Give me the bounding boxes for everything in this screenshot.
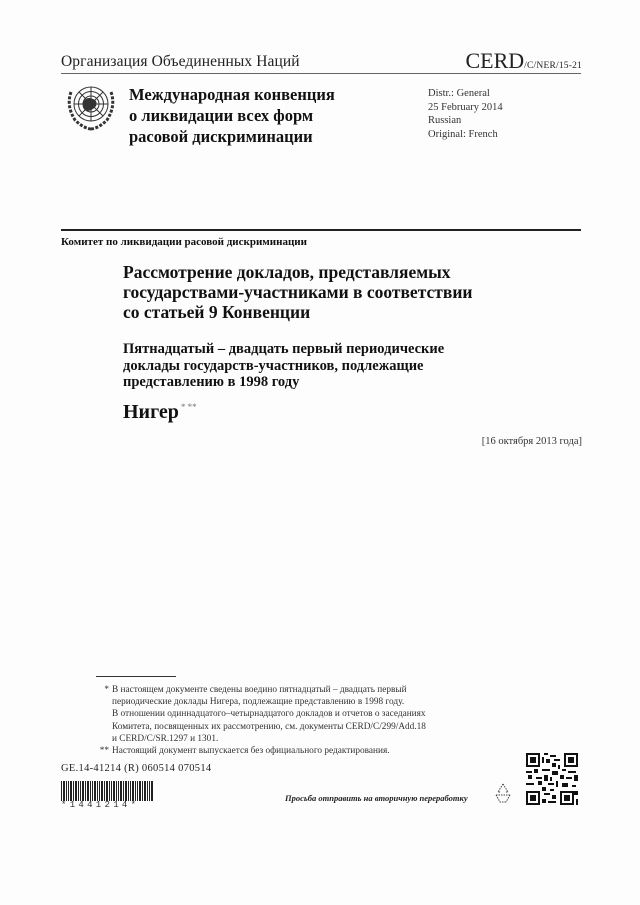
symbol-sub: /C/NER/15-21 — [524, 61, 582, 71]
sub-title-line: представлению в 1998 году — [123, 374, 300, 390]
distribution-language: Russian — [428, 115, 462, 126]
sub-title — [123, 341, 444, 391]
committee-name: Комитет по ликвидации расовой дискриминации — [61, 236, 307, 248]
organization-name: Организация Объединенных Наций — [61, 53, 300, 70]
main-title-line: со статьей 9 Конвенции — [123, 302, 311, 322]
convention-title-line: о ликвидации всех форм — [129, 106, 314, 125]
convention-title-line: Международная конвенция — [129, 85, 335, 104]
footnote-line: Настоящий документ выпускается без официального редактирования. — [112, 746, 390, 757]
footnote-line: В отношении одиннадцатого–четырнадцатого докладов и отчетов о заседаниях — [112, 709, 426, 720]
footnote-2 — [96, 745, 496, 757]
barcode-icon — [61, 781, 154, 801]
convention-title-line: расовой дискриминации — [129, 127, 313, 146]
qr-code-icon — [524, 751, 580, 807]
footnote-mark: * — [104, 685, 109, 695]
recycle-icon — [492, 782, 514, 804]
recycle-notice: Просьба отправить на вторичную переработку — [285, 793, 468, 803]
footnote-divider — [96, 676, 176, 677]
symbol-main: CERD — [465, 48, 525, 73]
sub-title-line: Пятнадцатый – двадцать первый периодические — [123, 341, 445, 357]
footnote-mark: ** — [99, 746, 109, 757]
main-title-line: Рассмотрение докладов, представляемых — [123, 262, 451, 282]
footnote-line: и CERD/C/SR.1297 и 1301. — [112, 733, 219, 744]
country-heading — [123, 401, 197, 424]
distribution-original: Original: French — [428, 128, 498, 140]
distribution-info — [428, 87, 503, 141]
barcode-text: *1441214* — [61, 800, 140, 810]
header-divider — [61, 73, 581, 74]
convention-title — [129, 84, 335, 147]
footnote-marks[interactable]: * ** — [180, 402, 197, 413]
footnote-line: В настоящем документе сведены воедино пятнадцатый – двадцать первый — [112, 685, 407, 695]
section-divider — [61, 229, 581, 231]
footnotes — [96, 684, 496, 757]
sub-title-line: доклады государств-участников, подлежащие — [123, 357, 424, 374]
un-emblem-icon — [63, 80, 119, 132]
document-code: GE.14-41214 (R) 060514 070514 — [61, 763, 212, 774]
document-symbol — [465, 48, 582, 74]
distribution-date: 25 February 2014 — [428, 101, 503, 113]
report-date: [16 октября 2013 года] — [481, 436, 582, 447]
footnote-1 — [96, 684, 496, 745]
footnote-line: периодические доклады Нигера, подлежащие представлению в 1998 году. — [112, 697, 405, 708]
footnote-line: Комитета, посвященных их рассмотрению, см. документы CERD/C/299/Add.18 — [112, 721, 426, 732]
country-name: Нигер — [123, 401, 179, 423]
distribution-line: Distr.: General — [428, 88, 490, 99]
main-title — [123, 262, 473, 322]
main-title-line: государствами-участниками в соответствии — [123, 282, 473, 302]
